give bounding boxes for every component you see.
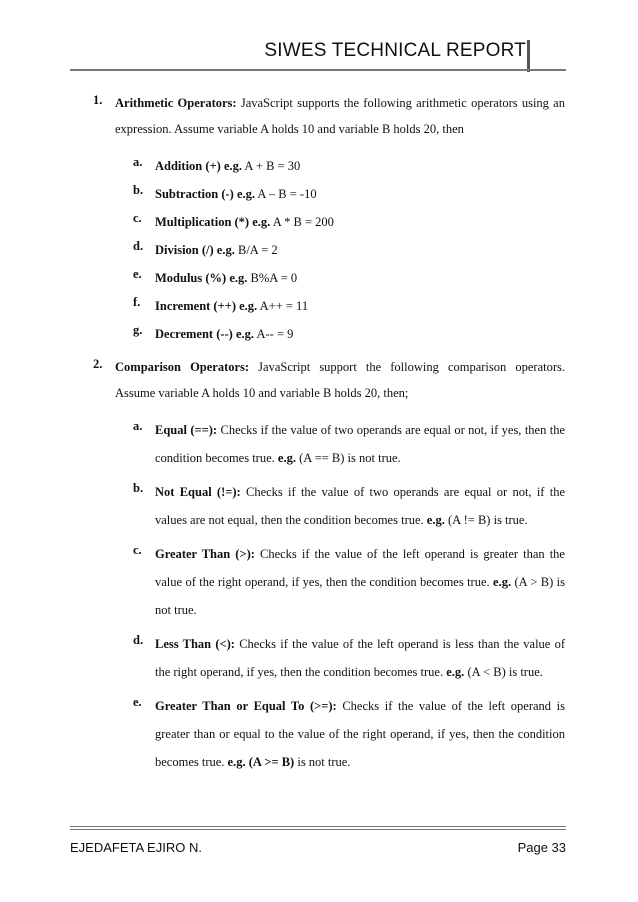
- section-heading: Arithmetic Operators:: [115, 96, 237, 110]
- page-header-title: SIWES TECHNICAL REPORT: [264, 40, 526, 61]
- item-letter: d.: [133, 239, 144, 253]
- item-example-label: e.g.: [446, 665, 465, 679]
- item-example: (A > B) is not true.: [155, 575, 566, 617]
- item-letter: d.: [133, 633, 144, 647]
- item-example: A + B = 30: [242, 159, 301, 173]
- list-item: [133, 478, 565, 534]
- item-text: [155, 478, 565, 534]
- item-example: A * B = 200: [270, 215, 334, 229]
- section-arithmetic-operators: [93, 90, 565, 348]
- list-item: [133, 264, 565, 292]
- item-text: [155, 208, 565, 236]
- item-letter: b.: [133, 481, 144, 495]
- footer-rule: [70, 829, 566, 830]
- comparison-operator-list: [133, 416, 565, 776]
- item-term: Modulus (%) e.g.: [155, 271, 248, 285]
- item-example: B%A = 0: [247, 271, 298, 285]
- item-example: A – B = -10: [255, 187, 317, 201]
- list-item: [133, 292, 565, 320]
- item-example: (A < B) is true.: [464, 665, 543, 679]
- item-example: (A == B) is not true.: [295, 451, 401, 465]
- item-term: Subtraction (-) e.g.: [155, 187, 255, 201]
- list-item: [133, 152, 565, 180]
- item-letter: e.: [133, 267, 142, 281]
- item-letter: a.: [133, 419, 143, 433]
- list-item: [133, 320, 565, 348]
- item-term: Increment (++) e.g.: [155, 299, 258, 313]
- list-item: [133, 416, 565, 472]
- item-example-label: e.g.: [277, 451, 296, 465]
- item-text: [155, 292, 565, 320]
- item-term: Equal (==):: [155, 423, 218, 437]
- item-letter: b.: [133, 183, 144, 197]
- item-text: [155, 236, 565, 264]
- list-item: [133, 692, 565, 776]
- list-item: [133, 540, 565, 624]
- item-text: [155, 540, 565, 624]
- item-text: [155, 692, 565, 776]
- item-example: A-- = 9: [254, 327, 294, 341]
- item-description: Checks if the value of two operands are equal or not, if the values are not equal, then the condition becomes true.: [155, 485, 565, 527]
- section-text: JavaScript supports the following arithmetic operators using an expression. Assume variable A holds 10 and variable B holds 20, then: [115, 96, 565, 136]
- footer-author: EJEDAFETA EJIRO N.: [70, 840, 202, 855]
- section-number: 1.: [93, 93, 103, 107]
- header-rule: [70, 69, 566, 71]
- item-term: Division (/) e.g.: [155, 243, 235, 257]
- item-text: [155, 630, 565, 686]
- item-term: Decrement (--) e.g.: [155, 327, 255, 341]
- item-example-label: e.g.: [493, 575, 512, 589]
- item-letter: f.: [133, 295, 141, 309]
- item-letter: c.: [133, 211, 142, 225]
- item-letter: a.: [133, 155, 143, 169]
- list-item: [133, 180, 565, 208]
- item-example: (A != B) is true.: [444, 513, 528, 527]
- item-description: Checks if the value of the left operand is greater than or equal to the value of the right operand, if yes, then the condition becomes true.: [155, 699, 565, 769]
- item-term: Less Than (<):: [155, 637, 235, 651]
- item-text: [155, 416, 565, 472]
- item-example: A++ = 11: [257, 299, 309, 313]
- item-text: [155, 320, 565, 348]
- item-example-label: e.g.: [426, 513, 445, 527]
- item-text: [155, 264, 565, 292]
- item-example-label: e.g. (A >= B): [227, 755, 295, 769]
- item-term: Not Equal (!=):: [155, 485, 241, 499]
- footer-page-number: Page 33: [517, 840, 566, 855]
- item-description: Checks if the value of the left operand is greater than the value of the right operand, if yes, then the condition becomes true.: [155, 547, 565, 589]
- section-heading: Comparison Operators:: [115, 360, 250, 374]
- list-item: [133, 208, 565, 236]
- section-intro: [115, 90, 565, 142]
- header-accent-bar: [527, 40, 530, 72]
- item-text: [155, 180, 565, 208]
- section-comparison-operators: [93, 354, 565, 776]
- arithmetic-operator-list: [133, 152, 565, 348]
- item-term: Greater Than or Equal To (>=):: [155, 699, 337, 713]
- item-example: is not true.: [294, 755, 351, 769]
- item-letter: g.: [133, 323, 143, 337]
- item-letter: e.: [133, 695, 142, 709]
- footer-rule: [70, 826, 566, 827]
- item-term: Multiplication (*) e.g.: [155, 215, 271, 229]
- item-text: [155, 152, 565, 180]
- item-term: Addition (+) e.g.: [155, 159, 242, 173]
- section-text: JavaScript support the following comparison operators. Assume variable A holds 10 and variable B holds 20, then;: [115, 360, 565, 400]
- item-letter: c.: [133, 543, 142, 557]
- document-body: [93, 90, 565, 776]
- item-description: Checks if the value of the left operand is less than the value of the right operand, if yes, then the condition becomes true.: [155, 637, 565, 679]
- list-item: [133, 630, 565, 686]
- list-item: [133, 236, 565, 264]
- section-number: 2.: [93, 357, 103, 371]
- item-description: Checks if the value of two operands are equal or not, if yes, then the condition becomes true.: [155, 423, 565, 465]
- section-intro: [115, 354, 565, 406]
- item-example: B/A = 2: [234, 243, 278, 257]
- item-term: Greater Than (>):: [155, 547, 255, 561]
